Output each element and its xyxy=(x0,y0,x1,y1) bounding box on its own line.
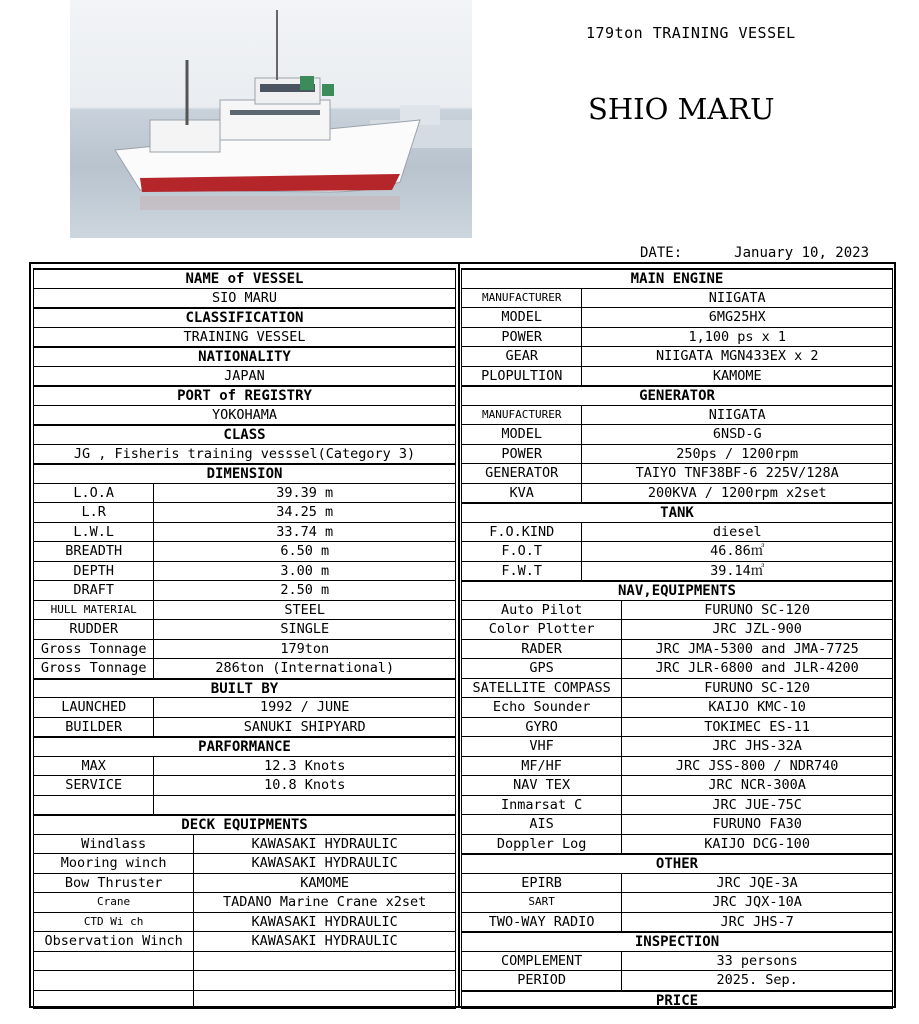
row-key: GPS xyxy=(529,660,554,676)
date-value: January 10, 2023 xyxy=(734,245,870,261)
table-row xyxy=(461,795,893,815)
table-row xyxy=(461,346,893,366)
row-key: Bow Thruster xyxy=(64,874,163,891)
table-row xyxy=(33,697,456,717)
section-head xyxy=(461,853,893,873)
row-key: MAX xyxy=(81,757,106,774)
row-value: 1992 / JUNE xyxy=(153,698,455,717)
table-row xyxy=(461,717,893,737)
row-value: JRC NCR-300A xyxy=(621,776,892,795)
table-row xyxy=(33,775,456,795)
section-head xyxy=(33,424,456,444)
nationality-value: JAPAN xyxy=(224,367,265,384)
other-head: OTHER xyxy=(655,856,699,872)
row-key: PLOPULTION xyxy=(481,367,563,384)
row-key: Windlass xyxy=(81,835,147,852)
row-key: Doppler Log xyxy=(496,835,587,852)
row-value: diesel xyxy=(581,523,892,542)
row-key: LAUNCHED xyxy=(61,699,127,715)
class-value: JG , Fisheris training vesssel(Category 3) xyxy=(73,445,416,462)
built-head: BUILT BY xyxy=(210,680,279,697)
row-value: 200KVA / 1200rpm x2set xyxy=(581,484,892,503)
table-row xyxy=(33,600,456,620)
row-value: JRC JMA-5300 and JMA-7725 xyxy=(621,640,892,659)
row-key: POWER xyxy=(501,445,543,462)
table-row xyxy=(33,912,456,932)
row-key: DRAFT xyxy=(73,582,115,598)
ship-illustration xyxy=(70,0,472,238)
row-value: 2025. Sep. xyxy=(621,971,892,990)
classification-value: TRAINING VESSEL xyxy=(183,328,306,345)
row-value: 33.74 m xyxy=(153,523,455,542)
left-column xyxy=(33,268,456,1009)
table-row xyxy=(461,873,893,893)
port-value: YOKOHAMA xyxy=(211,406,278,423)
table-row xyxy=(33,483,456,503)
table-row xyxy=(461,483,893,503)
table-row xyxy=(461,288,893,308)
row-key: MF/HF xyxy=(521,757,562,774)
row-key: GENERATOR xyxy=(485,465,559,481)
row-key: Color Plotter xyxy=(488,621,595,637)
row-key: Mooring winch xyxy=(60,855,167,871)
row-value: JRC JLR-6800 and JLR-4200 xyxy=(621,659,892,678)
row-key: Crane xyxy=(97,895,131,908)
row-value: 1,100 ps x 1 xyxy=(581,328,892,347)
table-row xyxy=(33,619,456,639)
row-key: F.W.T xyxy=(501,562,543,579)
table-row xyxy=(461,678,893,698)
dimension-head: DIMENSION xyxy=(206,466,283,482)
row-value: FURUNO SC-120 xyxy=(621,679,892,698)
row-value: STEEL xyxy=(153,601,455,620)
row-key: Inmarsat C xyxy=(500,796,583,813)
table-row xyxy=(33,834,456,854)
table-row xyxy=(461,951,893,971)
classification-head: CLASSIFICATION xyxy=(185,310,304,326)
table-row xyxy=(461,366,893,386)
right-column xyxy=(461,268,893,1009)
section-head xyxy=(461,268,893,288)
row-key: Echo Sounder xyxy=(492,699,591,715)
section-head xyxy=(33,385,456,405)
table-row xyxy=(33,327,456,347)
section-head xyxy=(33,814,456,834)
generator-head: GENERATOR xyxy=(639,388,715,404)
table-row-empty xyxy=(33,795,456,815)
name-head: NAME of VESSEL xyxy=(185,271,304,287)
row-key: F.O.KIND xyxy=(489,523,555,540)
table-row xyxy=(461,658,893,678)
table-row xyxy=(461,736,893,756)
row-value: SANUKI SHIPYARD xyxy=(153,718,455,737)
main-engine-head: MAIN ENGINE xyxy=(630,271,724,287)
row-key: L.R xyxy=(81,504,106,520)
section-head xyxy=(461,502,893,522)
row-key: EPIRB xyxy=(521,874,562,891)
section-head xyxy=(33,346,456,366)
row-value: KAMOME xyxy=(193,874,455,893)
row-value: 34.25 m xyxy=(153,503,455,522)
row-key: TWO-WAY RADIO xyxy=(488,913,595,930)
vessel-name: SIO MARU xyxy=(211,289,278,306)
table-row-empty xyxy=(33,951,456,971)
table-row xyxy=(461,912,893,932)
table-row xyxy=(461,834,893,854)
inspection-head: INSPECTION xyxy=(634,934,720,950)
table-row xyxy=(461,444,893,464)
row-key: MANUFACTURER xyxy=(481,407,562,421)
table-row-empty xyxy=(33,970,456,990)
row-key: RADER xyxy=(521,640,562,657)
row-key: BUILDER xyxy=(65,718,123,735)
section-head xyxy=(461,385,893,405)
row-value: NIIGATA xyxy=(581,289,892,308)
row-key: KVA xyxy=(509,484,534,501)
row-value: 250ps / 1200rpm xyxy=(581,445,892,464)
empty-cell xyxy=(34,991,193,1009)
row-key: GYRO xyxy=(525,718,558,735)
row-value: NIIGATA MGN433EX x 2 xyxy=(581,347,892,366)
row-key: GEAR xyxy=(505,348,538,364)
row-value: 33 persons xyxy=(621,952,892,971)
table-row xyxy=(33,873,456,893)
row-key: Observation Winch xyxy=(44,933,183,949)
tank-head: TANK xyxy=(660,505,694,521)
row-key: COMPLEMENT xyxy=(500,952,583,969)
table-row xyxy=(33,561,456,581)
row-key: Auto Pilot xyxy=(500,601,583,618)
empty-cell xyxy=(153,796,455,815)
row-value: JRC JHS-7 xyxy=(621,913,892,932)
section-head xyxy=(461,990,893,1010)
row-key: RUDDER xyxy=(69,621,119,637)
vessel-photo xyxy=(70,0,472,238)
table-row xyxy=(33,366,456,386)
table-row xyxy=(33,541,456,561)
table-row xyxy=(33,405,456,425)
section-head xyxy=(33,307,456,327)
row-key: MANUFACTURER xyxy=(481,290,562,304)
row-key: HULL MATERIAL xyxy=(50,602,137,616)
row-value: NIIGATA xyxy=(581,406,892,425)
class-head: CLASS xyxy=(223,427,266,443)
row-key: MODEL xyxy=(501,426,543,442)
table-row xyxy=(33,288,456,308)
row-key: L.O.A xyxy=(73,484,115,501)
row-value: SINGLE xyxy=(153,620,455,639)
row-value: 39.14㎥ xyxy=(581,562,892,581)
nationality-head: NATIONALITY xyxy=(198,349,291,365)
section-head xyxy=(33,463,456,483)
section-head xyxy=(461,580,893,600)
row-value: 10.8 Knots xyxy=(153,776,455,795)
table-row xyxy=(461,541,893,561)
vessel-subtitle: 179ton TRAINING VESSEL xyxy=(586,24,796,42)
row-value: TOKIMEC ES-11 xyxy=(621,718,892,737)
table-row xyxy=(33,639,456,659)
nav-equipments-head: NAV,EQUIPMENTS xyxy=(617,583,736,599)
empty-cell xyxy=(193,991,455,1009)
row-key: SART xyxy=(528,895,555,908)
empty-cell xyxy=(34,952,193,971)
table-row xyxy=(33,580,456,600)
row-value: KAWASAKI HYDRAULIC xyxy=(193,932,455,951)
table-row xyxy=(461,892,893,912)
row-value: KAWASAKI HYDRAULIC xyxy=(193,854,455,873)
table-row xyxy=(33,444,456,464)
section-head xyxy=(33,268,456,288)
row-key: SERVICE xyxy=(65,777,123,793)
row-value: KAIJO DCG-100 xyxy=(621,835,892,854)
table-row xyxy=(461,639,893,659)
row-value: 2.50 m xyxy=(153,581,455,600)
row-value: 179ton xyxy=(153,640,455,659)
row-key: F.O.T xyxy=(501,543,543,559)
row-value: KAMOME xyxy=(581,367,892,386)
row-value: 3.00 m xyxy=(153,562,455,581)
row-key: Gross Tonnage xyxy=(40,640,147,657)
performance-head: PARFORMANCE xyxy=(198,739,291,755)
row-value: 39.39 m xyxy=(153,484,455,503)
row-value: KAIJO KMC-10 xyxy=(621,698,892,717)
row-value: 286ton (International) xyxy=(153,659,455,678)
table-row xyxy=(461,756,893,776)
row-value: JRC JSS-800 / NDR740 xyxy=(621,757,892,776)
row-value: 6NSD-G xyxy=(581,425,892,444)
table-row xyxy=(461,405,893,425)
table-row xyxy=(33,756,456,776)
table-row xyxy=(461,970,893,990)
row-value: 6MG25HX xyxy=(581,308,892,327)
table-row xyxy=(461,619,893,639)
table-row xyxy=(461,424,893,444)
row-value: 6.50 m xyxy=(153,542,455,561)
table-row xyxy=(461,522,893,542)
table-row xyxy=(33,853,456,873)
table-row xyxy=(33,658,456,678)
section-head xyxy=(461,931,893,951)
row-key: NAV TEX xyxy=(513,777,571,793)
row-key: POWER xyxy=(501,328,543,345)
column-divider xyxy=(458,264,460,1006)
row-value: FURUNO SC-120 xyxy=(621,601,892,620)
table-row xyxy=(461,600,893,620)
row-value: JRC JQE-3A xyxy=(621,874,892,893)
table-row xyxy=(461,307,893,327)
row-value: 12.3 Knots xyxy=(153,757,455,776)
row-key: PERIOD xyxy=(517,972,567,988)
row-value: KAWASAKI HYDRAULIC xyxy=(193,835,455,854)
row-key: BREADTH xyxy=(65,543,123,559)
row-key: Gross Tonnage xyxy=(40,660,147,676)
port-head: PORT of REGISTRY xyxy=(177,388,312,404)
row-value: TADANO Marine Crane x2set xyxy=(193,893,455,912)
table-row xyxy=(461,561,893,581)
row-value: KAWASAKI HYDRAULIC xyxy=(193,913,455,932)
row-value: FURUNO FA30 xyxy=(621,815,892,834)
row-key: VHF xyxy=(529,738,554,754)
row-value: JRC JUE-75C xyxy=(621,796,892,815)
table-row xyxy=(461,697,893,717)
row-value: JRC JZL-900 xyxy=(621,620,892,639)
table-row-empty xyxy=(33,990,456,1010)
deck-head: DECK EQUIPMENTS xyxy=(181,817,308,833)
row-value: JRC JHS-32A xyxy=(621,737,892,756)
table-row xyxy=(33,931,456,951)
empty-cell xyxy=(193,952,455,971)
empty-cell xyxy=(34,796,153,815)
empty-cell xyxy=(193,971,455,990)
row-value: 46.86㎥ xyxy=(581,542,892,561)
table-row xyxy=(33,717,456,737)
date-line xyxy=(640,245,869,261)
vessel-title: SHIO MARU xyxy=(588,92,775,126)
row-key: L.W.L xyxy=(73,523,115,540)
row-value: TAIYO TNF38BF-6 225V/128A xyxy=(581,464,892,483)
price-head: PRICE xyxy=(655,992,699,1008)
row-key: DEPTH xyxy=(73,562,115,579)
date-label: DATE: xyxy=(640,245,683,261)
table-row xyxy=(461,327,893,347)
table-row xyxy=(33,502,456,522)
row-value: JRC JQX-10A xyxy=(621,893,892,912)
empty-cell xyxy=(34,971,193,990)
row-key: MODEL xyxy=(501,309,543,325)
table-row xyxy=(33,522,456,542)
row-key: CTD Wi ch xyxy=(83,914,144,928)
table-row xyxy=(461,814,893,834)
row-key: AIS xyxy=(529,816,554,832)
table-row xyxy=(461,463,893,483)
section-head xyxy=(33,678,456,698)
table-row xyxy=(461,775,893,795)
table-row xyxy=(33,892,456,912)
section-head xyxy=(33,736,456,756)
row-key: SATELLITE COMPASS xyxy=(472,679,611,696)
